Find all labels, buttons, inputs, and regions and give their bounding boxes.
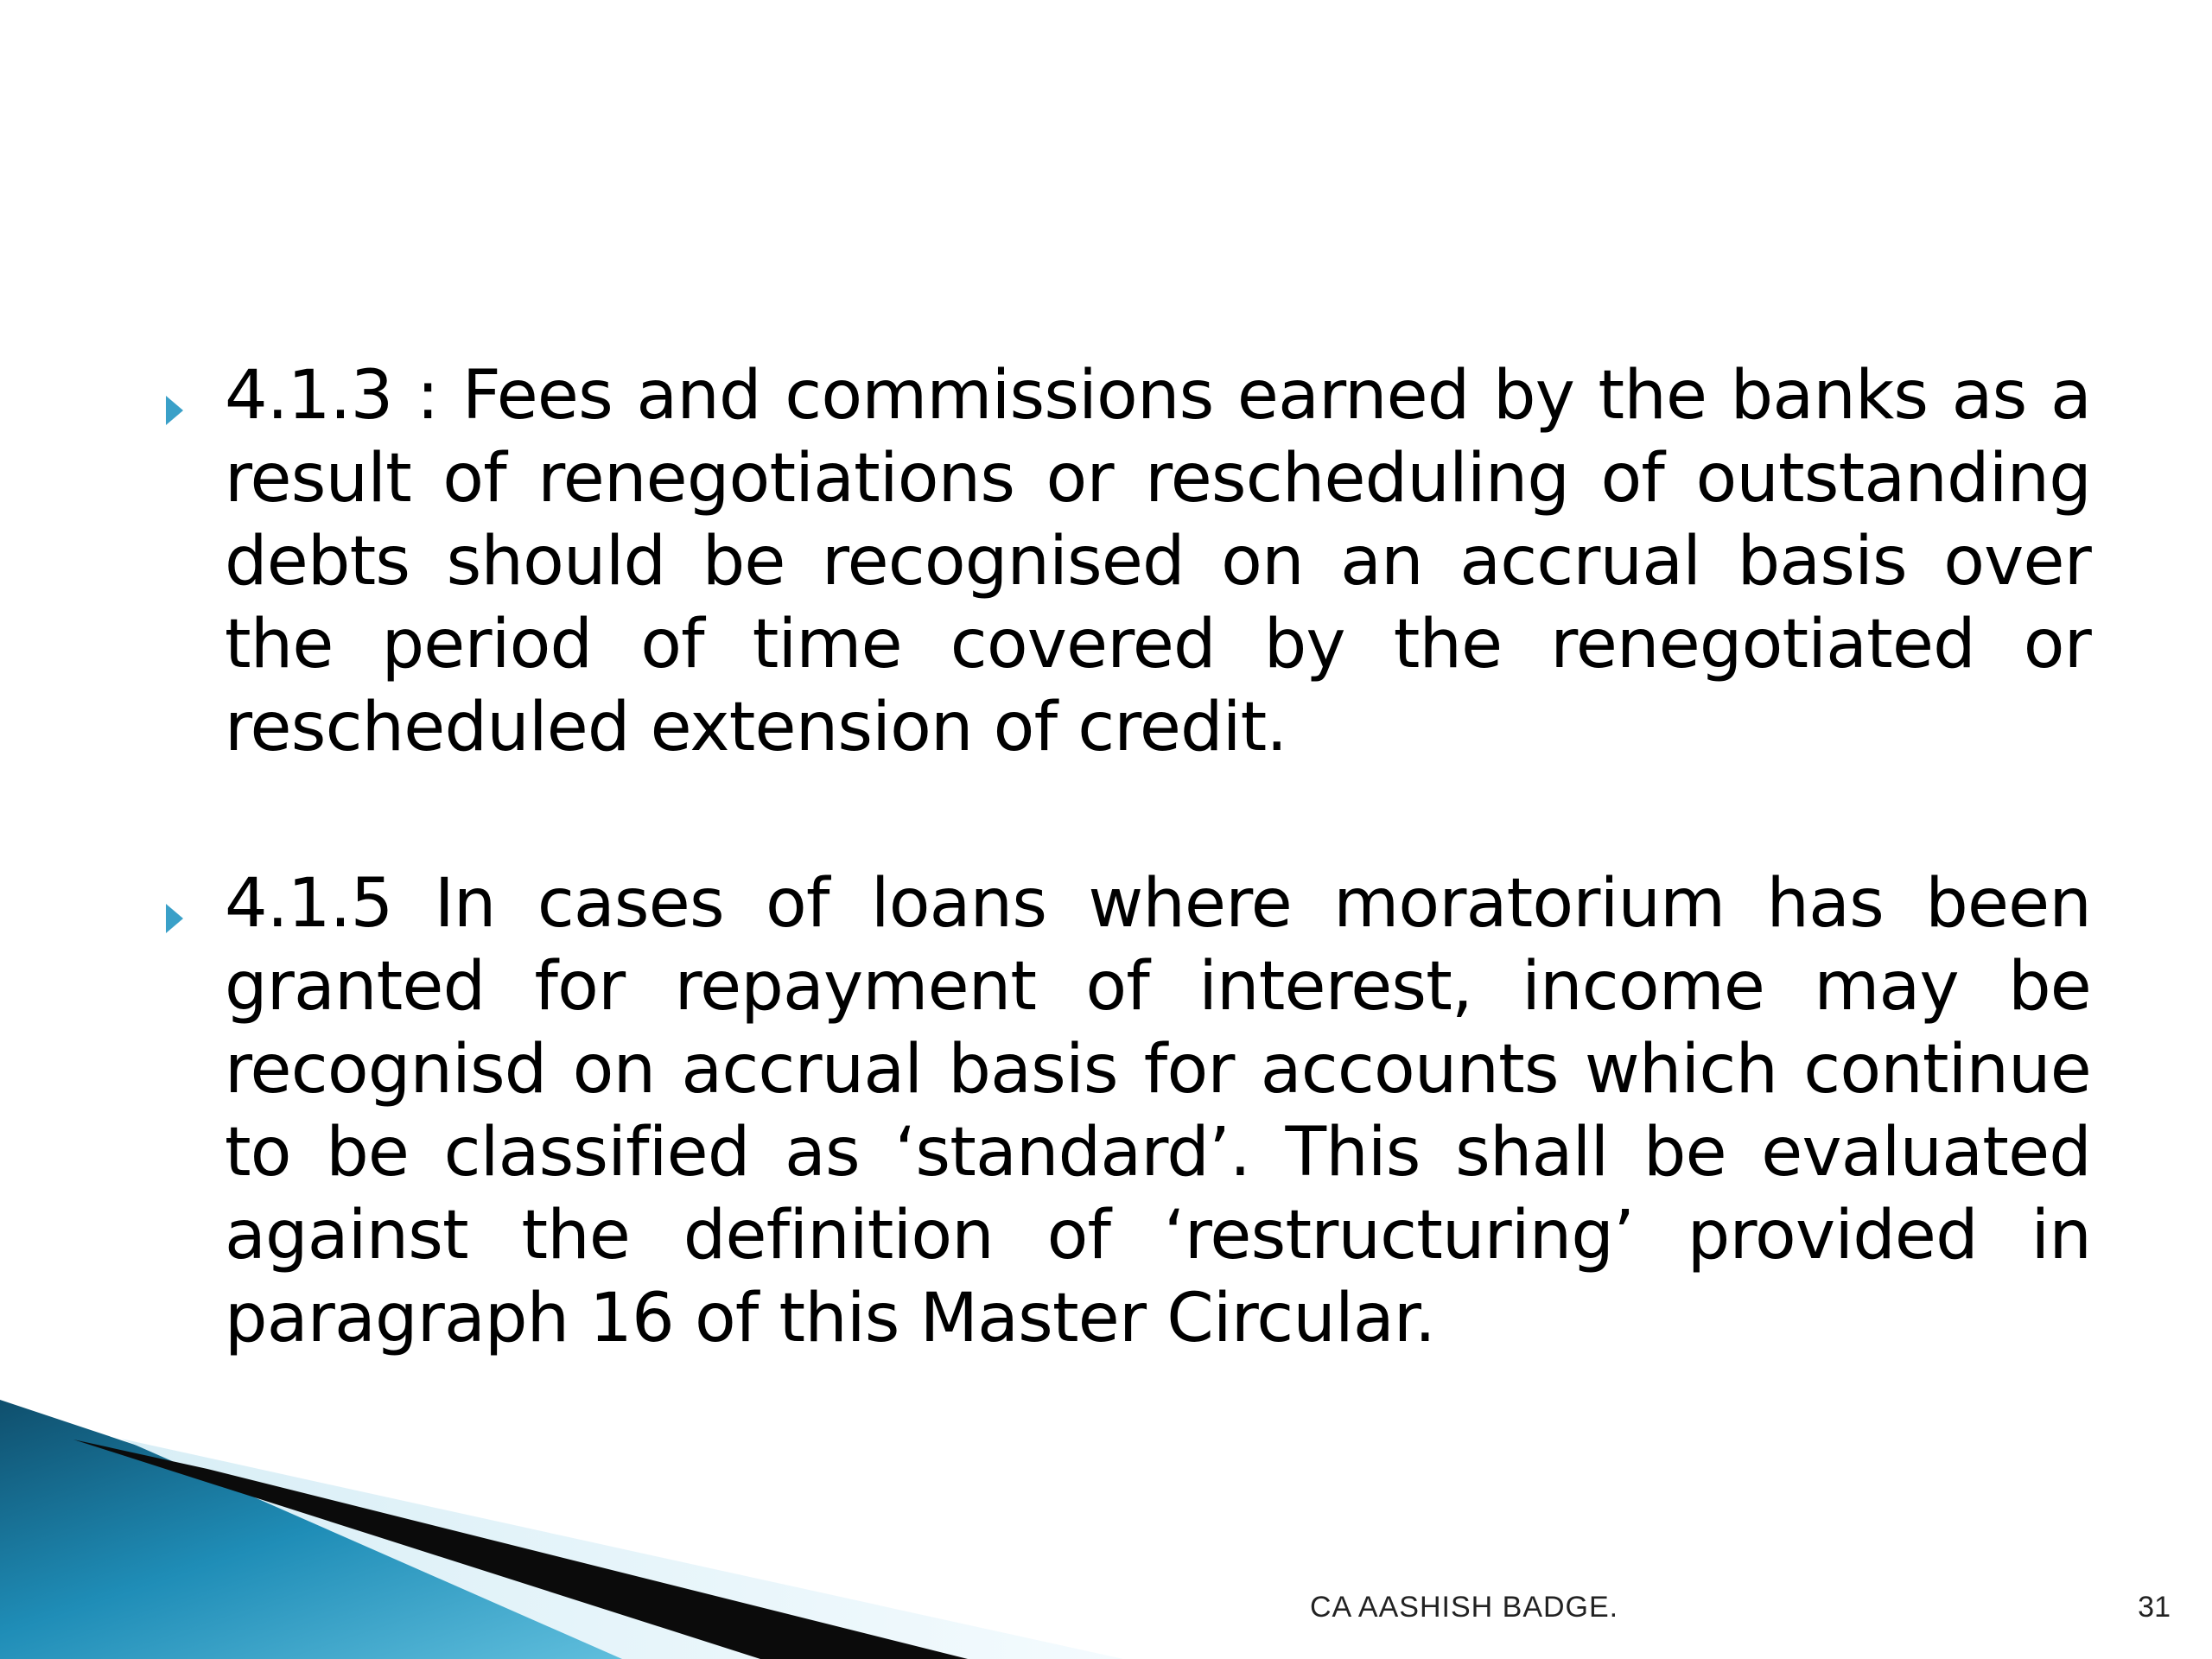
footer-author: CA AASHISH BADGE. xyxy=(1310,1591,1619,1624)
decorative-corner-swoosh xyxy=(0,1348,1123,1659)
page-number: 31 xyxy=(2138,1591,2171,1624)
slide-content xyxy=(156,354,2091,1360)
bullet-text-4-1-3: 4.1.3 : Fees and commissions earned by the banks as a result of renegotiations or rescheduling of outstanding debts should be recognised on an accrual basis over the period of time covered by the renegotiated or rescheduled extension of credit. xyxy=(225,357,2091,766)
bullet-item-4-1-3 xyxy=(156,354,2091,769)
triangle-right-icon xyxy=(166,396,183,425)
bullet-item-4-1-5 xyxy=(156,862,2091,1360)
triangle-right-icon xyxy=(166,904,183,933)
bullet-text-4-1-5: 4.1.5 In cases of loans where moratorium has been granted for repayment of interest, income may be recognisd on accrual basis for accounts which continue to be classified as ‘standard’. This shall be evaluated against the definition of ‘restructuring’ provided in paragraph 16 of this Master Circular. xyxy=(225,865,2091,1357)
